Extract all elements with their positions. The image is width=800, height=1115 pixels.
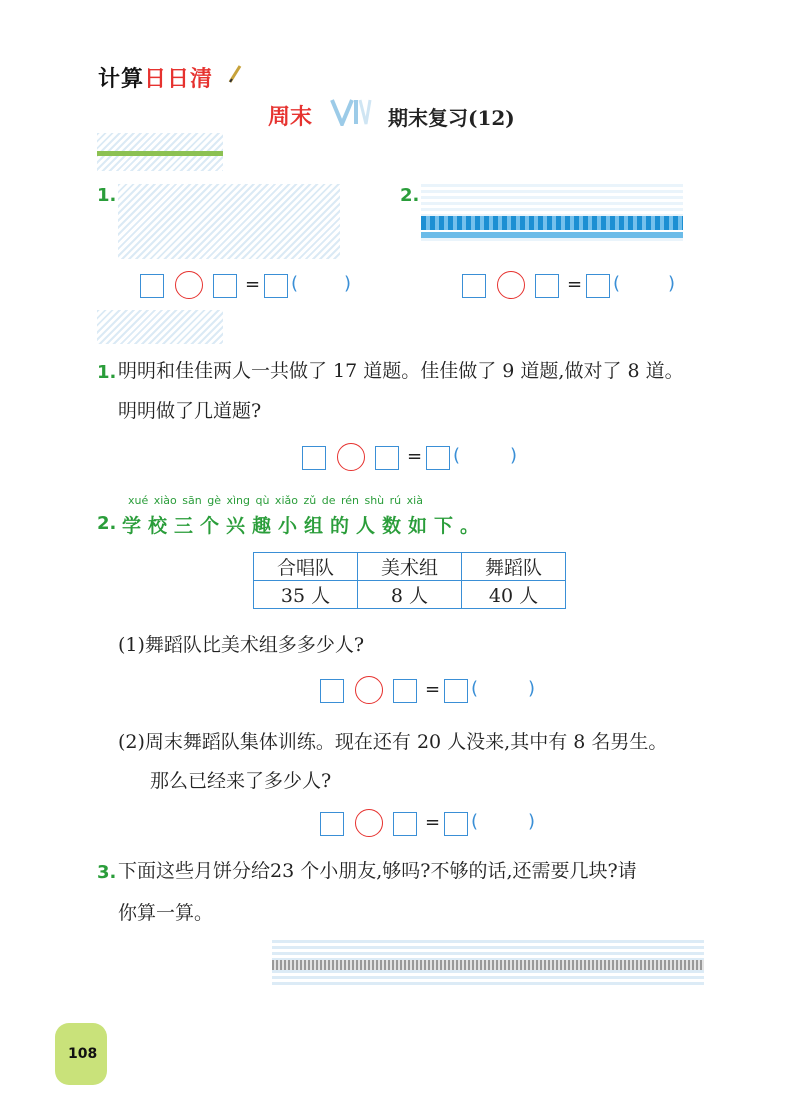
unit-open-paren: (: [471, 678, 479, 699]
question-2-sub-2-line-2: 那么已经来了多少人?: [150, 770, 332, 792]
picture-problem-2-number: 2.: [400, 185, 420, 206]
question-2-sub-1: (1)舞蹈队比美术组多多少人?: [118, 634, 365, 656]
pencil-icon: [228, 64, 242, 84]
answer-box[interactable]: [462, 274, 486, 298]
operator-circle[interactable]: [337, 443, 365, 471]
section-label-weekend: 周末: [268, 105, 313, 130]
answer-box[interactable]: [320, 679, 344, 703]
table-cell: 40 人: [462, 581, 566, 609]
picture-problem-1-number: 1.: [97, 185, 117, 206]
table-row: [254, 553, 566, 581]
section-banner-image: [97, 133, 223, 171]
equals-sign: =: [425, 679, 441, 700]
question-2-sub-2-line-1: (2)周末舞蹈队集体训练。现在还有 20 人没来,其中有 8 名男生。: [118, 731, 668, 753]
question-1-line-2: 明明做了几道题?: [118, 400, 262, 422]
roman-numeral-six-icon: [330, 98, 372, 126]
equals-sign: =: [407, 446, 423, 467]
operator-circle[interactable]: [355, 809, 383, 837]
book-logo: [98, 62, 213, 93]
unit-open-paren: (: [613, 273, 621, 294]
result-box[interactable]: [444, 812, 468, 836]
unit-open-paren: (: [471, 811, 479, 832]
answer-box[interactable]: [375, 446, 399, 470]
unit-close-paren: ): [528, 811, 536, 832]
equals-sign: =: [567, 274, 583, 295]
table-cell: 35 人: [254, 581, 358, 609]
answer-box[interactable]: [320, 812, 344, 836]
picture-problem-2-image: [421, 184, 683, 244]
unit-close-paren: ): [344, 273, 352, 294]
result-box[interactable]: [264, 274, 288, 298]
unit-close-paren: ): [510, 445, 518, 466]
question-3-number: 3.: [97, 862, 117, 883]
logo-text-a: 计算: [98, 67, 145, 92]
table-cell: 8 人: [358, 581, 462, 609]
operator-circle[interactable]: [497, 271, 525, 299]
unit-open-paren: (: [291, 273, 299, 294]
picture-problem-1-image: [118, 184, 340, 259]
operator-circle[interactable]: [355, 676, 383, 704]
table-header-cell: 舞蹈队: [462, 553, 566, 581]
question-2-title: 学校三个兴趣小组的人数如下。: [122, 515, 487, 537]
result-box[interactable]: [426, 446, 450, 470]
answer-box[interactable]: [302, 446, 326, 470]
question-1-line-1: 明明和佳佳两人一共做了 17 道题。佳佳做了 9 道题,做对了 8 道。: [118, 360, 684, 382]
table-header-cell: 合唱队: [254, 553, 358, 581]
table-header-cell: 美术组: [358, 553, 462, 581]
result-box[interactable]: [586, 274, 610, 298]
unit-open-paren: (: [453, 445, 461, 466]
operator-circle[interactable]: [175, 271, 203, 299]
unit-close-paren: ): [528, 678, 536, 699]
question-3-line-1: 下面这些月饼分给23 个小朋友,够吗?不够的话,还需要几块?请: [118, 860, 637, 882]
section-banner-image: [97, 310, 223, 344]
result-box[interactable]: [444, 679, 468, 703]
unit-close-paren: ): [668, 273, 676, 294]
question-1-number: 1.: [97, 362, 117, 383]
answer-box[interactable]: [140, 274, 164, 298]
logo-text-b: 日日清: [144, 67, 214, 92]
question-2-number: 2.: [97, 513, 117, 534]
group-size-table: [253, 552, 566, 609]
equals-sign: =: [425, 812, 441, 833]
mooncakes-image: [272, 940, 704, 986]
section-title: 期末复习(12): [388, 106, 515, 130]
answer-box[interactable]: [393, 679, 417, 703]
answer-box[interactable]: [213, 274, 237, 298]
table-row: [254, 581, 566, 609]
equals-sign: =: [245, 274, 261, 295]
answer-box[interactable]: [393, 812, 417, 836]
question-2-pinyin: xué xiào sān gè xìng qù xiǎo zǔ de rén shù rú xià: [128, 494, 423, 507]
page-number: 108: [68, 1046, 98, 1062]
answer-box[interactable]: [535, 274, 559, 298]
question-3-line-2: 你算一算。: [118, 902, 214, 924]
